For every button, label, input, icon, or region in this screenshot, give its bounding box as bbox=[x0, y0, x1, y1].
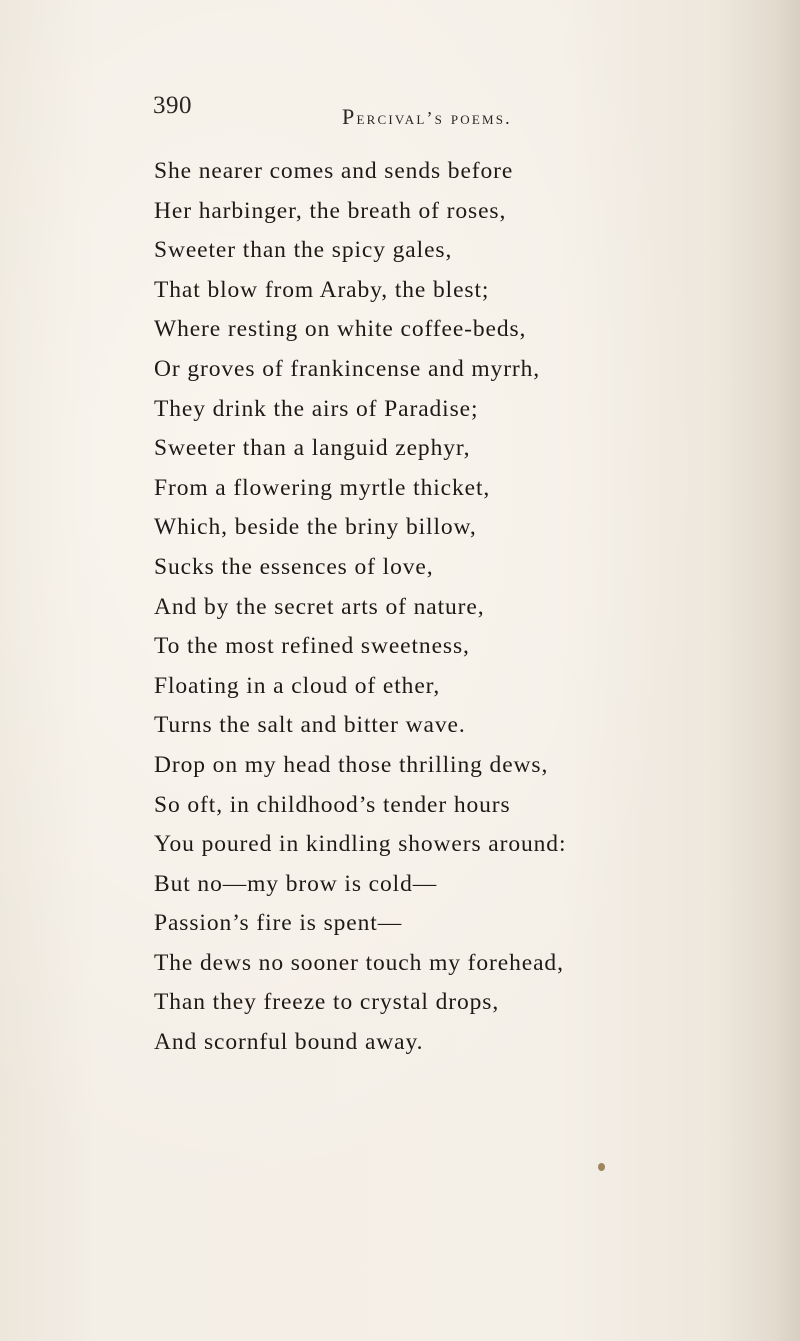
poem-line: Turns the salt and bitter wave. bbox=[154, 712, 466, 739]
poem-line: Sweeter than the spicy gales, bbox=[154, 237, 453, 264]
running-head bbox=[342, 104, 512, 130]
poem-line: Drop on my head those thrilling dews, bbox=[154, 751, 549, 778]
poem-line: You poured in kindling showers around: bbox=[154, 831, 567, 858]
poem-line: So oft, in childhood’s tender hours bbox=[154, 791, 511, 818]
poem-line: The dews no sooner touch my forehead, bbox=[154, 949, 564, 976]
poem-line: And scornful bound away. bbox=[154, 1029, 424, 1056]
poem-line: Which, beside the briny billow, bbox=[154, 514, 477, 541]
poem-line: That blow from Araby, the blest; bbox=[154, 276, 490, 303]
paper-speck bbox=[598, 1163, 605, 1171]
poem-line: Or groves of frankincense and myrrh, bbox=[154, 355, 541, 382]
poem-text bbox=[154, 152, 566, 1063]
poem-line: Sweeter than a languid zephyr, bbox=[154, 435, 471, 462]
poem-line: They drink the airs of Paradise; bbox=[154, 395, 479, 422]
poem-line: Her harbinger, the breath of roses, bbox=[154, 197, 507, 224]
poem-line: To the most refined sweetness, bbox=[154, 633, 470, 660]
poem-line: Where resting on white coffee-beds, bbox=[154, 316, 527, 343]
running-head-initial: P bbox=[342, 104, 357, 129]
poem-line: But no—my brow is cold— bbox=[154, 870, 438, 897]
poem-line: Sucks the essences of love, bbox=[154, 553, 434, 580]
poem-line: Floating in a cloud of ether, bbox=[154, 672, 441, 699]
running-head-text: ercival’s poems. bbox=[356, 108, 512, 128]
page-number: 390 bbox=[153, 92, 192, 119]
poem-line: Than they freeze to crystal drops, bbox=[154, 989, 500, 1016]
poem-line: Passion’s fire is spent— bbox=[154, 910, 403, 937]
poem-line: And by the secret arts of nature, bbox=[154, 593, 485, 620]
poem-line: She nearer comes and sends before bbox=[154, 158, 514, 184]
poem-line: From a flowering myrtle thicket, bbox=[154, 474, 491, 501]
